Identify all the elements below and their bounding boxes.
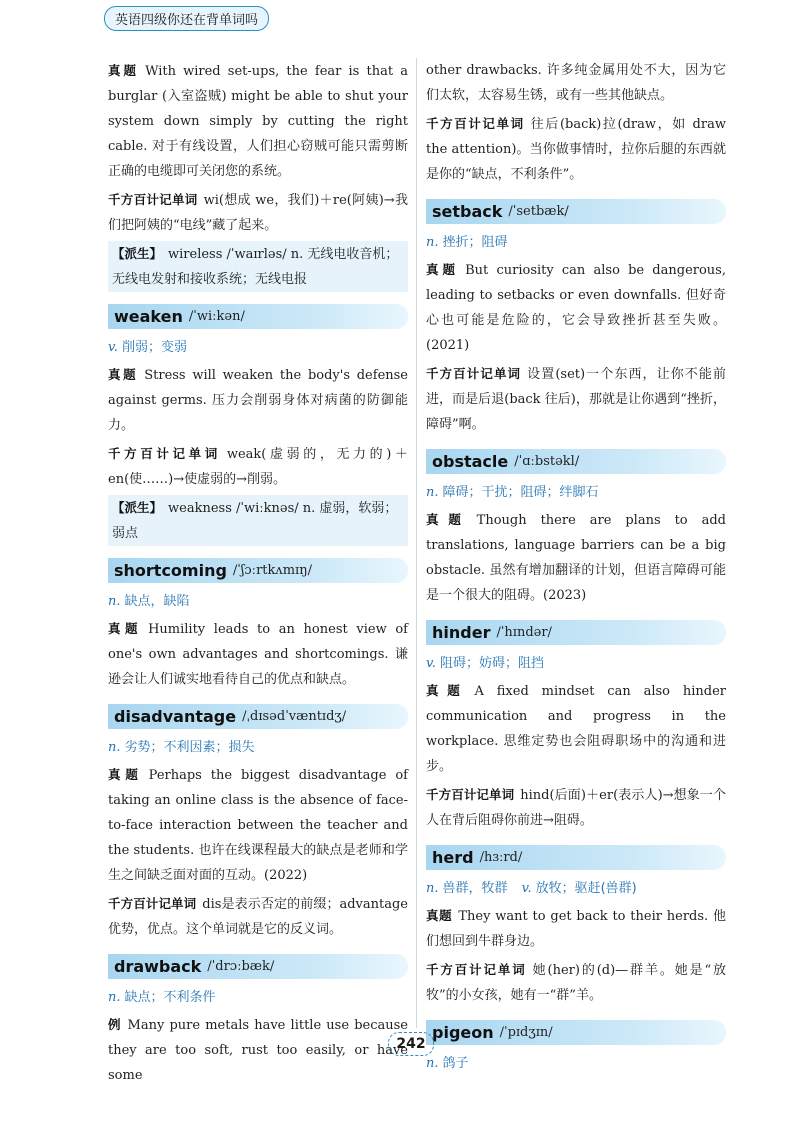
zhenti-label: 真题 [426,908,453,923]
part-of-speech: n. [108,990,121,1005]
book-title-tag: 英语四级你还在背单词吗 [104,6,269,31]
zhenti-paragraph [426,678,726,779]
example-label: 例 [108,1017,122,1032]
entry-header-pigeon [426,1020,726,1045]
derive-label: 【派生】 [112,246,163,261]
zhenti-text: But curiosity can also be dangerous, leading to setbacks or even downfalls. 但好奇心也可能是危险的，它会导致挫折甚至失败。(2021) [426,263,726,353]
meaning: 障碍；干扰；阻碍；绊脚石 [442,485,599,500]
derive-paragraph [108,241,408,292]
memo-text: dis是表示否定的前缀；advantage优势，优点。这个单词就是它的反义词。 [108,897,408,937]
meaning: 缺点；不利条件 [124,990,216,1005]
memo-paragraph [426,111,726,187]
phonetic: /hɜːrd/ [479,850,523,865]
memo-paragraph [108,187,408,238]
example-text: Many pure metals have little use because they are too soft, rust too easily, or have some [108,1018,408,1083]
headword: disadvantage [114,707,237,726]
zhenti-label: 真题 [108,767,143,782]
meaning: 缺点，缺陷 [124,594,190,609]
zhenti-label: 真题 [426,683,469,698]
part-of-speech: n. [426,235,439,250]
meaning: 劣势；不利因素；损失 [124,740,255,755]
zhenti-text: Perhaps the biggest disadvantage of taking an online class is the absence of face-to-face interaction between the teacher and the students. 也许在线课程最大的缺点是老师和学生之间缺乏面对面的互动。(2022) [108,768,408,883]
continued-text: other drawbacks. 许多纯金属用处不大，因为它们太软，太容易生锈，或有一些其他缺点。 [426,63,726,103]
entry-header-disadvantage [108,704,408,729]
phonetic: /ˈpɪdʒɪn/ [499,1025,553,1040]
zhenti-paragraph [108,362,408,438]
zhenti-label: 真题 [108,367,139,382]
derive-paragraph [108,495,408,546]
definition [108,589,408,614]
memo-label: 千方百计记单词 [426,962,527,977]
zhenti-text: Humility leads to an honest view of one's own advantages and shortcomings. 谦逊会让人们诚实地看待自己的优点和缺点。 [108,622,408,687]
zhenti-paragraph [108,616,408,692]
memo-label: 千方百计记单词 [426,366,522,381]
memo-text: weak(虚弱的，无力的)＋en(使……)→使虚弱的→削弱。 [108,447,408,487]
derive-label: 【派生】 [112,500,163,515]
page-number: 242 [388,1032,434,1056]
left-column [108,58,408,1091]
memo-text: 往后(back)拉(draw，如 draw the attention)。当你做事情时，拉你后腿的东西就是你的“缺点，不利条件”。 [426,117,726,182]
memo-label: 千方百计记单词 [108,896,197,911]
part-of-speech: n. [108,740,121,755]
zhenti-paragraph [108,762,408,888]
memo-label: 千方百计记单词 [426,787,515,802]
part-of-speech: v. [108,340,118,355]
memo-text: 她(her)的(d)—群羊。她是“放牧”的小女孩，她有一“群”羊。 [426,963,726,1003]
entry-header-shortcoming [108,558,408,583]
memo-paragraph [426,782,726,833]
right-column [426,58,726,1078]
memo-text: hind(后面)＋er(表示人)→想象一个人在背后阻碍你前进→阻碍。 [426,788,726,828]
zhenti-label: 真题 [426,512,471,527]
part-of-speech: n. [108,594,121,609]
definition [426,230,726,255]
part-of-speech: v. [521,881,532,896]
definition [426,876,726,901]
entry-header-obstacle [426,449,726,474]
part-of-speech: n. [426,1056,439,1071]
meaning: 放牧；驱赶(兽群) [535,881,637,896]
entry-header-hinder [426,620,726,645]
entry-header-setback [426,199,726,224]
zhenti-paragraph [426,507,726,608]
phonetic: /ˈʃɔːrtkʌmɪŋ/ [232,563,312,578]
zhenti-text: They want to get back to their herds. 他们想回到牛群身边。 [426,909,726,949]
zhenti-label: 真题 [108,621,143,636]
example-paragraph [108,1012,408,1088]
definition [426,1051,726,1076]
phonetic: /ˈsetbæk/ [508,204,569,219]
headword: shortcoming [114,561,227,580]
meaning: 阻碍；妨碍；阻挡 [439,656,544,671]
meaning: 挫折；阻碍 [442,235,508,250]
meaning: 鸽子 [442,1056,469,1071]
zhenti-label: 真题 [108,63,140,78]
headword: hinder [432,623,491,642]
definition [426,480,726,505]
derive-text: wireless /ˈwaɪrləs/ n. 无线电收音机；无线电发射和接收系统；无线电报 [112,247,399,287]
part-of-speech: n. [426,881,439,896]
memo-paragraph [426,957,726,1008]
phonetic: /ˌdɪsədˈvæntɪdʒ/ [242,709,347,724]
definition [108,985,408,1010]
zhenti-paragraph [426,257,726,358]
zhenti-text: Stress will weaken the body's defense against germs. 压力会削弱身体对病菌的防御能力。 [108,368,408,433]
column-divider [416,58,417,1028]
zhenti-text: With wired set-ups, the fear is that a burglar (入室盗贼) might be able to shut your system down simply by cutting the right cable. 对于有线设置，人们担心窃贼可能只需剪断正确的电缆即可关闭您的系统。 [108,64,408,179]
zhenti-paragraph [426,903,726,954]
headword: herd [432,848,474,867]
part-of-speech: v. [426,656,436,671]
headword: pigeon [432,1023,494,1042]
entry-header-weaken [108,304,408,329]
phonetic: /ˈɑːbstəkl/ [514,454,580,469]
memo-paragraph [426,361,726,437]
definition [108,335,408,360]
memo-text: 设置(set)一个东西，让你不能前进，而是后退(back 往后)，那就是让你遇到“挫折，障碍”啊。 [426,367,726,432]
memo-text: wi(想成 we，我们)＋re(阿姨)→我们把阿姨的“电线”藏了起来。 [108,193,408,233]
memo-paragraph [108,441,408,492]
zhenti-paragraph [108,58,408,184]
zhenti-text: A fixed mindset can also hinder communication and progress in the workplace. 思维定势也会阻碍职场中的沟通和进步。 [426,684,726,774]
headword: drawback [114,957,202,976]
zhenti-text: Though there are plans to add translations, language barriers can be a big obstacle. 虽然有增加翻译的计划，但语言障碍可能是一个很大的阻碍。(2023) [426,513,726,603]
meaning: 兽群，牧群 [442,881,508,896]
headword: weaken [114,307,183,326]
entry-header-herd [426,845,726,870]
part-of-speech: n. [426,485,439,500]
phonetic: /ˈdrɔːbæk/ [207,959,275,974]
memo-label: 千方百计记单词 [108,192,198,207]
derive-text: weakness /ˈwiːknəs/ n. 虚弱，软弱；弱点 [112,501,398,541]
headword: setback [432,202,503,221]
phonetic: /ˈhɪndər/ [496,625,552,640]
definition [108,735,408,760]
entry-header-drawback [108,954,408,979]
zhenti-label: 真题 [426,262,460,277]
phonetic: /ˈwiːkən/ [188,309,245,324]
memo-label: 千方百计记单词 [426,116,525,131]
headword: obstacle [432,452,509,471]
meaning: 削弱；变弱 [121,340,187,355]
memo-label: 千方百计记单词 [108,446,221,461]
memo-paragraph [108,891,408,942]
definition [426,651,726,676]
